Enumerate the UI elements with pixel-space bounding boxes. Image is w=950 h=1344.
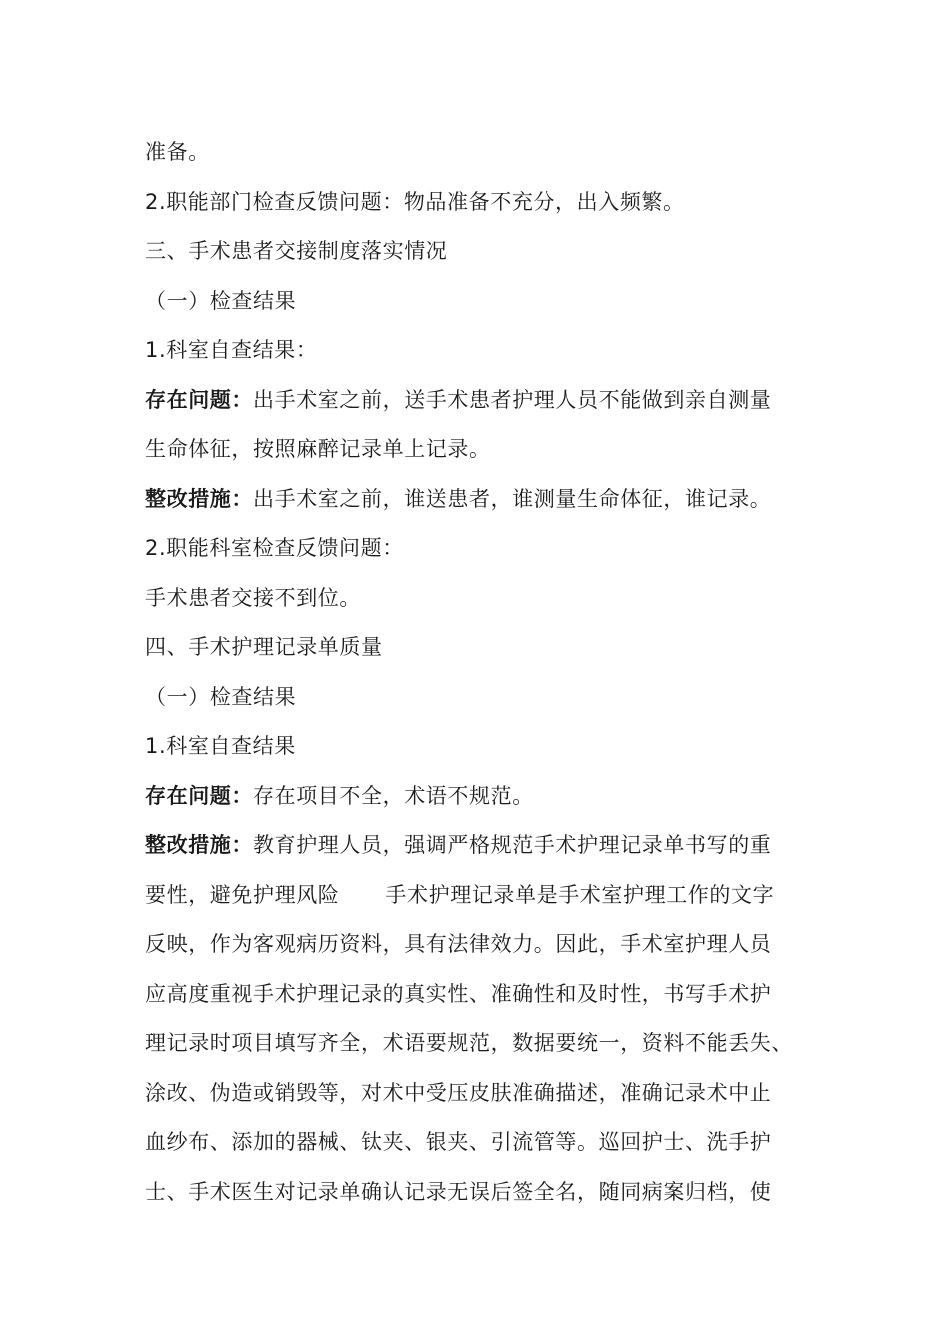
section-heading: 四、手术护理记录单质量 bbox=[145, 635, 383, 659]
text-line: 血纱布、添加的器械、钛夹、银夹、引流管等。巡回护士、洗手护 bbox=[145, 1130, 772, 1154]
measure-text: 教育护理人员，强调严格规范手术护理记录单书写的重 bbox=[253, 833, 772, 857]
text-line: 应高度重视手术护理记录的真实性、准确性和及时性，书写手术护 bbox=[145, 981, 772, 1006]
text-line: 士、手术医生对记录单确认记录无误后签全名，随同病案归档，使 bbox=[145, 1179, 772, 1204]
text-line: 手术患者交接不到位。 bbox=[145, 585, 361, 610]
problem-label: 存在问题： bbox=[145, 387, 253, 412]
subsection-heading: （一）检查结果 bbox=[145, 288, 297, 313]
document-page bbox=[145, 128, 825, 1217]
text-line: 反映，作为客观病历资料，具有法律效力。因此，手术室护理人员 bbox=[145, 932, 772, 956]
problem-line bbox=[145, 376, 825, 426]
text-line bbox=[145, 871, 825, 921]
measure-line bbox=[145, 821, 825, 871]
text-line: 1.科室自查结果 bbox=[145, 734, 296, 758]
text-line: 准备。 bbox=[145, 140, 210, 164]
text-line: 涂改、伪造或销毁等，对术中受压皮肤准确描述，准确记录术中止 bbox=[145, 1080, 772, 1105]
measure-text: 出手术室之前，谁送患者，谁测量生命体征，谁记录。 bbox=[253, 486, 772, 511]
problem-label: 存在问题： bbox=[145, 783, 253, 808]
text-line: 生命体征，按照麻醉记录单上记录。 bbox=[145, 437, 491, 461]
text-line: 理记录时项目填写齐全，术语要规范，数据要统一，资料不能丢失、 bbox=[145, 1031, 793, 1055]
measure-line bbox=[145, 475, 825, 525]
problem-text: 存在项目不全，术语不规范。 bbox=[253, 783, 534, 808]
problem-text: 出手术室之前，送手术患者护理人员不能做到亲自测量 bbox=[253, 387, 772, 412]
text-line: 2.职能部门检查反馈问题：物品准备不充分，出入频繁。 bbox=[145, 189, 685, 214]
measure-label: 整改措施： bbox=[145, 486, 253, 511]
problem-line bbox=[145, 772, 825, 822]
text-segment: 手术护理记录单是手术室护理工作的文字 bbox=[385, 882, 775, 907]
text-segment: 要性，避免护理风险 bbox=[145, 882, 340, 907]
subsection-heading: （一）检查结果 bbox=[145, 684, 297, 709]
section-heading: 三、手术患者交接制度落实情况 bbox=[145, 239, 448, 263]
text-line: 1.科室自查结果： bbox=[145, 338, 318, 362]
text-line: 2.职能科室检查反馈问题： bbox=[145, 536, 404, 560]
measure-label: 整改措施： bbox=[145, 833, 253, 857]
